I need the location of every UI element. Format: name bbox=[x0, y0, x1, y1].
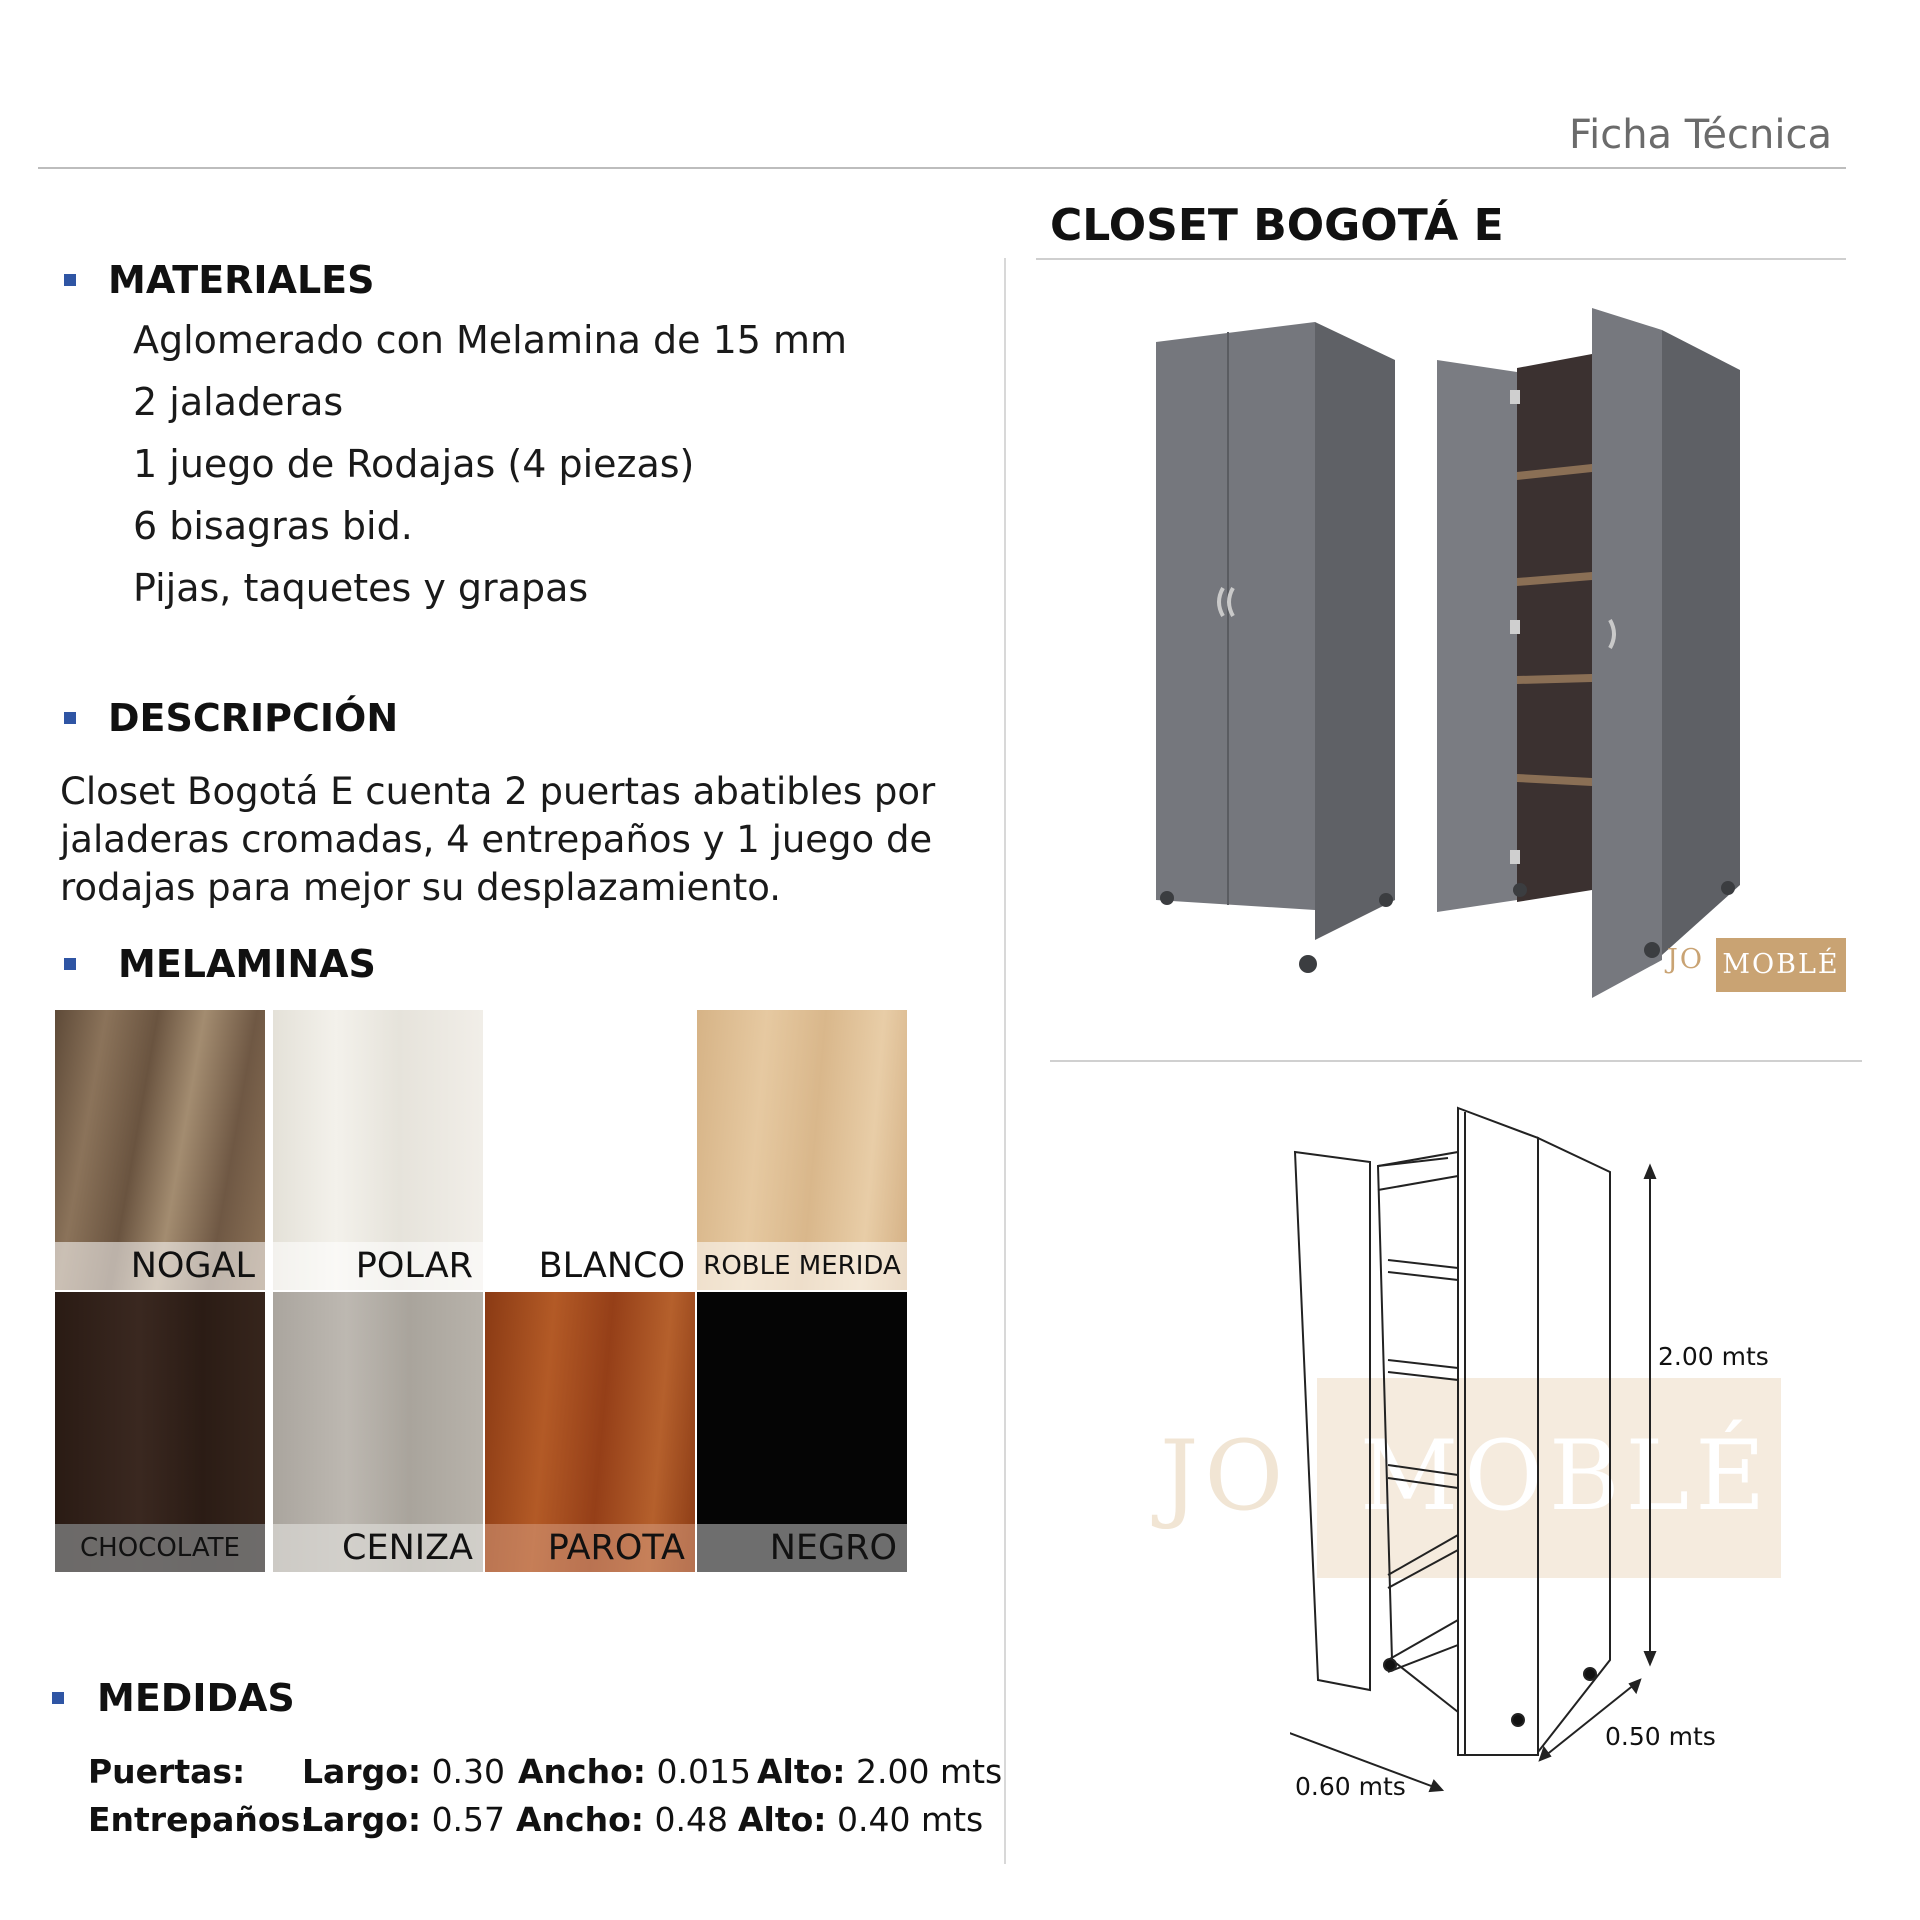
material-item: Aglomerado con Melamina de 15 mm bbox=[133, 318, 848, 362]
medidas-label: Puertas: bbox=[88, 1752, 246, 1791]
product-photo bbox=[1140, 300, 1740, 1000]
bullet-icon bbox=[64, 712, 76, 724]
bullet-icon bbox=[64, 274, 76, 286]
bullet-icon bbox=[64, 958, 76, 970]
material-item: 1 juego de Rodajas (4 piezas) bbox=[133, 442, 695, 486]
watermark-text: MOBLÉ bbox=[1360, 1420, 1772, 1532]
swatch-label: POLAR bbox=[273, 1242, 483, 1290]
medidas-largo: Largo: 0.57 bbox=[302, 1800, 506, 1839]
logo-text-left: JO bbox=[1667, 944, 1704, 975]
swatch-label: ROBLE MERIDA bbox=[697, 1242, 907, 1290]
material-item: 6 bisagras bid. bbox=[133, 504, 413, 548]
medidas-ancho: Ancho: 0.015 bbox=[518, 1752, 751, 1791]
column-divider bbox=[1004, 258, 1006, 1864]
product-title-underline bbox=[1036, 258, 1846, 260]
watermark-text: JO bbox=[1160, 1420, 1290, 1532]
swatch-blanco bbox=[485, 1010, 695, 1290]
medidas-alto: Alto: 0.40 mts bbox=[738, 1800, 984, 1839]
medidas-label: Entrepaños: bbox=[88, 1800, 314, 1839]
melaminas-heading: MELAMINAS bbox=[118, 942, 376, 986]
description-heading: DESCRIPCIÓN bbox=[108, 696, 399, 740]
description-text: Closet Bogotá E cuenta 2 puertas abatibles por jaladeras cromadas, 4 entrepaños y 1 juego de rodajas para mejor su desplazamiento. bbox=[60, 770, 936, 909]
swatch-label: NEGRO bbox=[697, 1524, 907, 1572]
medidas-alto: Alto: 2.00 mts bbox=[757, 1752, 1003, 1791]
header-divider bbox=[38, 167, 1846, 169]
swatch-label: CHOCOLATE bbox=[55, 1524, 265, 1572]
swatch-label: BLANCO bbox=[485, 1242, 695, 1290]
dimension-height-label: 2.00 mts bbox=[1658, 1342, 1769, 1371]
swatch-label: PAROTA bbox=[485, 1524, 695, 1572]
material-item: Pijas, taquetes y grapas bbox=[133, 566, 589, 610]
swatch-ceniza bbox=[273, 1292, 483, 1572]
swatch-nogal bbox=[55, 1010, 265, 1290]
material-item: 2 jaladeras bbox=[133, 380, 344, 424]
dimension-diagram bbox=[1290, 1100, 1680, 1800]
swatch-roble-merida bbox=[697, 1010, 907, 1290]
dimension-width-label: 0.60 mts bbox=[1295, 1772, 1406, 1801]
brand-logo: MOBLÉ bbox=[1716, 938, 1846, 992]
medidas-heading: MEDIDAS bbox=[97, 1676, 295, 1720]
section-divider bbox=[1050, 1060, 1862, 1062]
medidas-largo: Largo: 0.30 bbox=[302, 1752, 506, 1791]
swatch-negro bbox=[697, 1292, 907, 1572]
product-title: CLOSET BOGOTÁ E bbox=[1050, 200, 1504, 251]
swatch-label: CENIZA bbox=[273, 1524, 483, 1572]
swatch-polar bbox=[273, 1010, 483, 1290]
swatch-parota bbox=[485, 1292, 695, 1572]
materials-heading: MATERIALES bbox=[108, 258, 375, 302]
bullet-icon bbox=[52, 1692, 64, 1704]
swatch-chocolate bbox=[55, 1292, 265, 1572]
document-type-title: Ficha Técnica bbox=[1569, 112, 1832, 158]
medidas-ancho: Ancho: 0.48 bbox=[516, 1800, 728, 1839]
dimension-depth-label: 0.50 mts bbox=[1605, 1722, 1716, 1751]
swatch-label: NOGAL bbox=[55, 1242, 265, 1290]
